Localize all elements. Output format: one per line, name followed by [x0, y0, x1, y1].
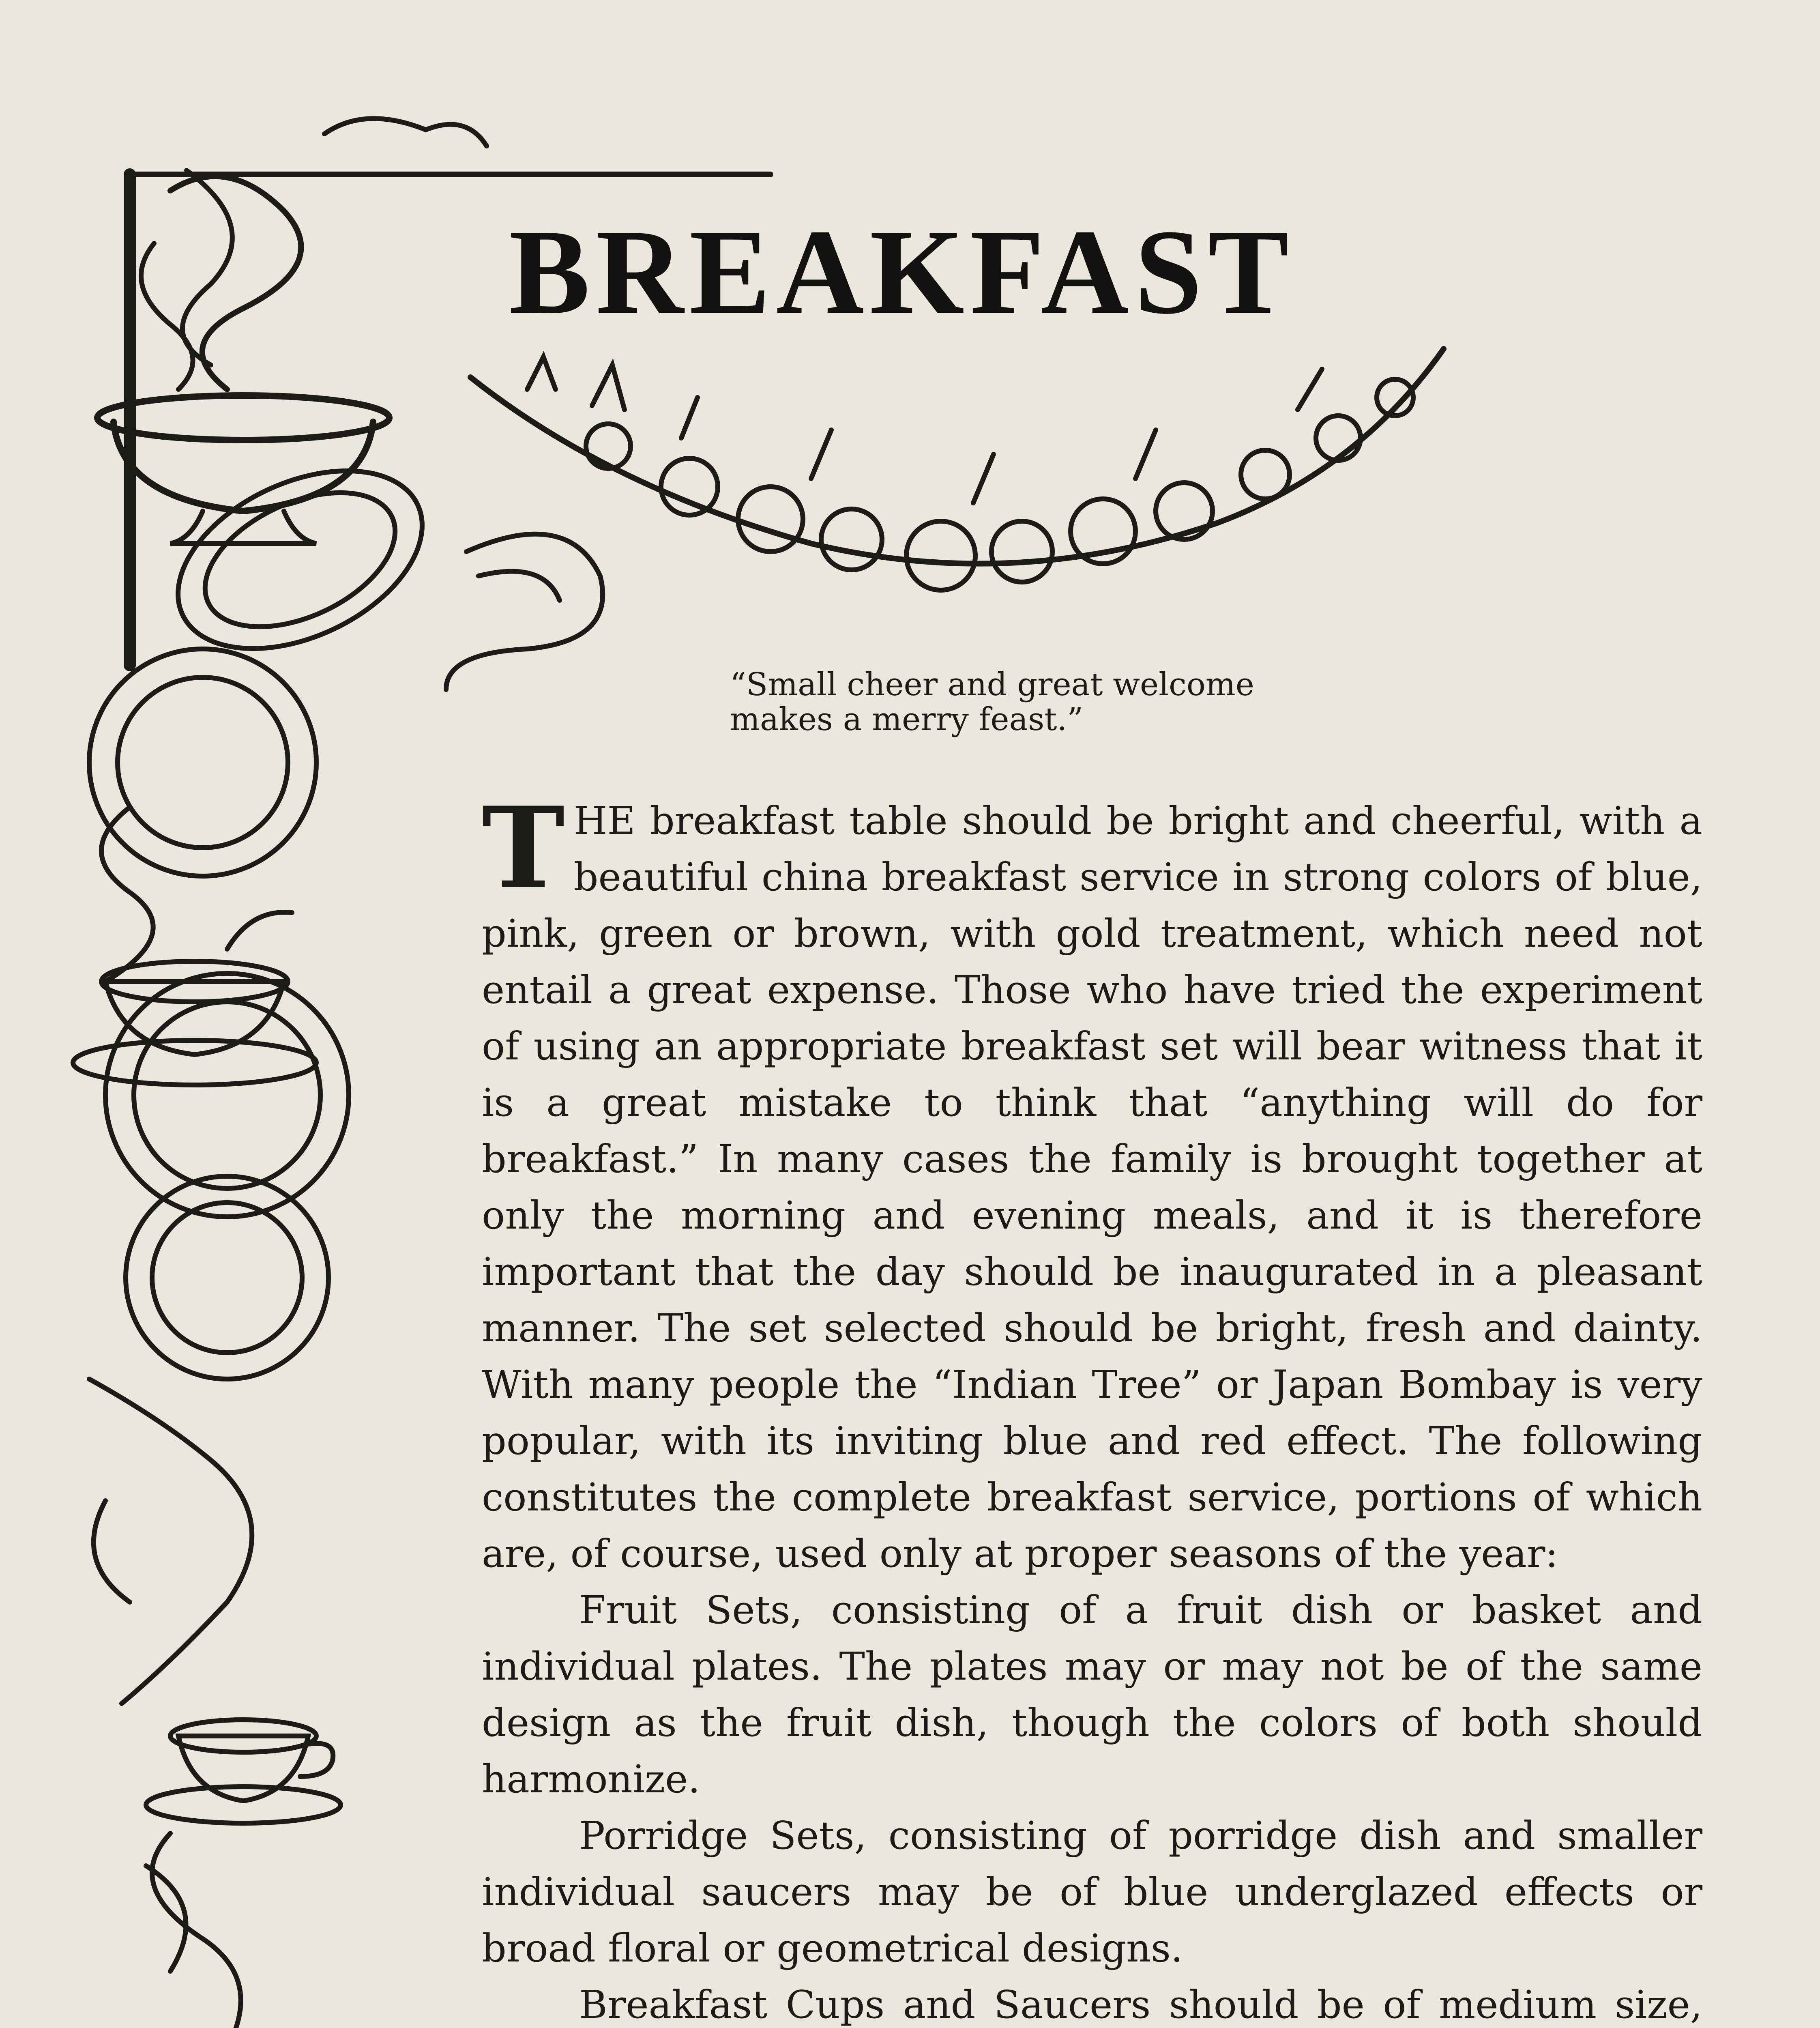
drop-cap: T — [482, 782, 565, 913]
main-column — [482, 782, 1702, 2028]
paragraph-porridge-sets: Porridge Sets, consisting of porridge dish and smaller individual saucers may be of blue underglazed effects or broad floral or geometrical designs. — [482, 1813, 1702, 1971]
page-title: BREAKFAST — [509, 204, 1295, 339]
paragraph-1 — [482, 782, 1702, 1582]
epigraph-quote — [730, 667, 1254, 737]
paragraph-fruit-sets: Fruit Sets, consisting of a fruit dish or basket and individual plates. The plates may or may not be of the same design as the fruit dish, though the colors of both should harmonize. — [482, 1588, 1702, 1802]
paragraph-1-text: HE breakfast table should be bright and cheerful, with a beautiful china breakfast service in strong colors of blue, pink, green or brown, with gold treatment, which need not entail a great expense. Those who have tried the experiment of using an appropriate breakfast set will bear witness that it is a great mistake to think that “anything will do for breakfast.” In many cases the family is brought together at only the morning and evening meals, and it is therefore important that the day should be inaugurated in a pleasant manner. The set selected should be bright, fresh and dainty. With many people the “Indian Tree” or Japan Bombay is very popular, with its inviting blue and red effect. The following constitutes the complete breakfast service, portions of which are, of course, used only at proper seasons of the year: — [482, 799, 1702, 1576]
paragraph-cups-saucers: Breakfast Cups and Saucers should be of medium size, — [579, 1983, 1702, 2027]
epigraph-line-1: “Small cheer and great welcome — [730, 666, 1254, 703]
epigraph-line-2: makes a merry feast.” — [730, 701, 1084, 738]
